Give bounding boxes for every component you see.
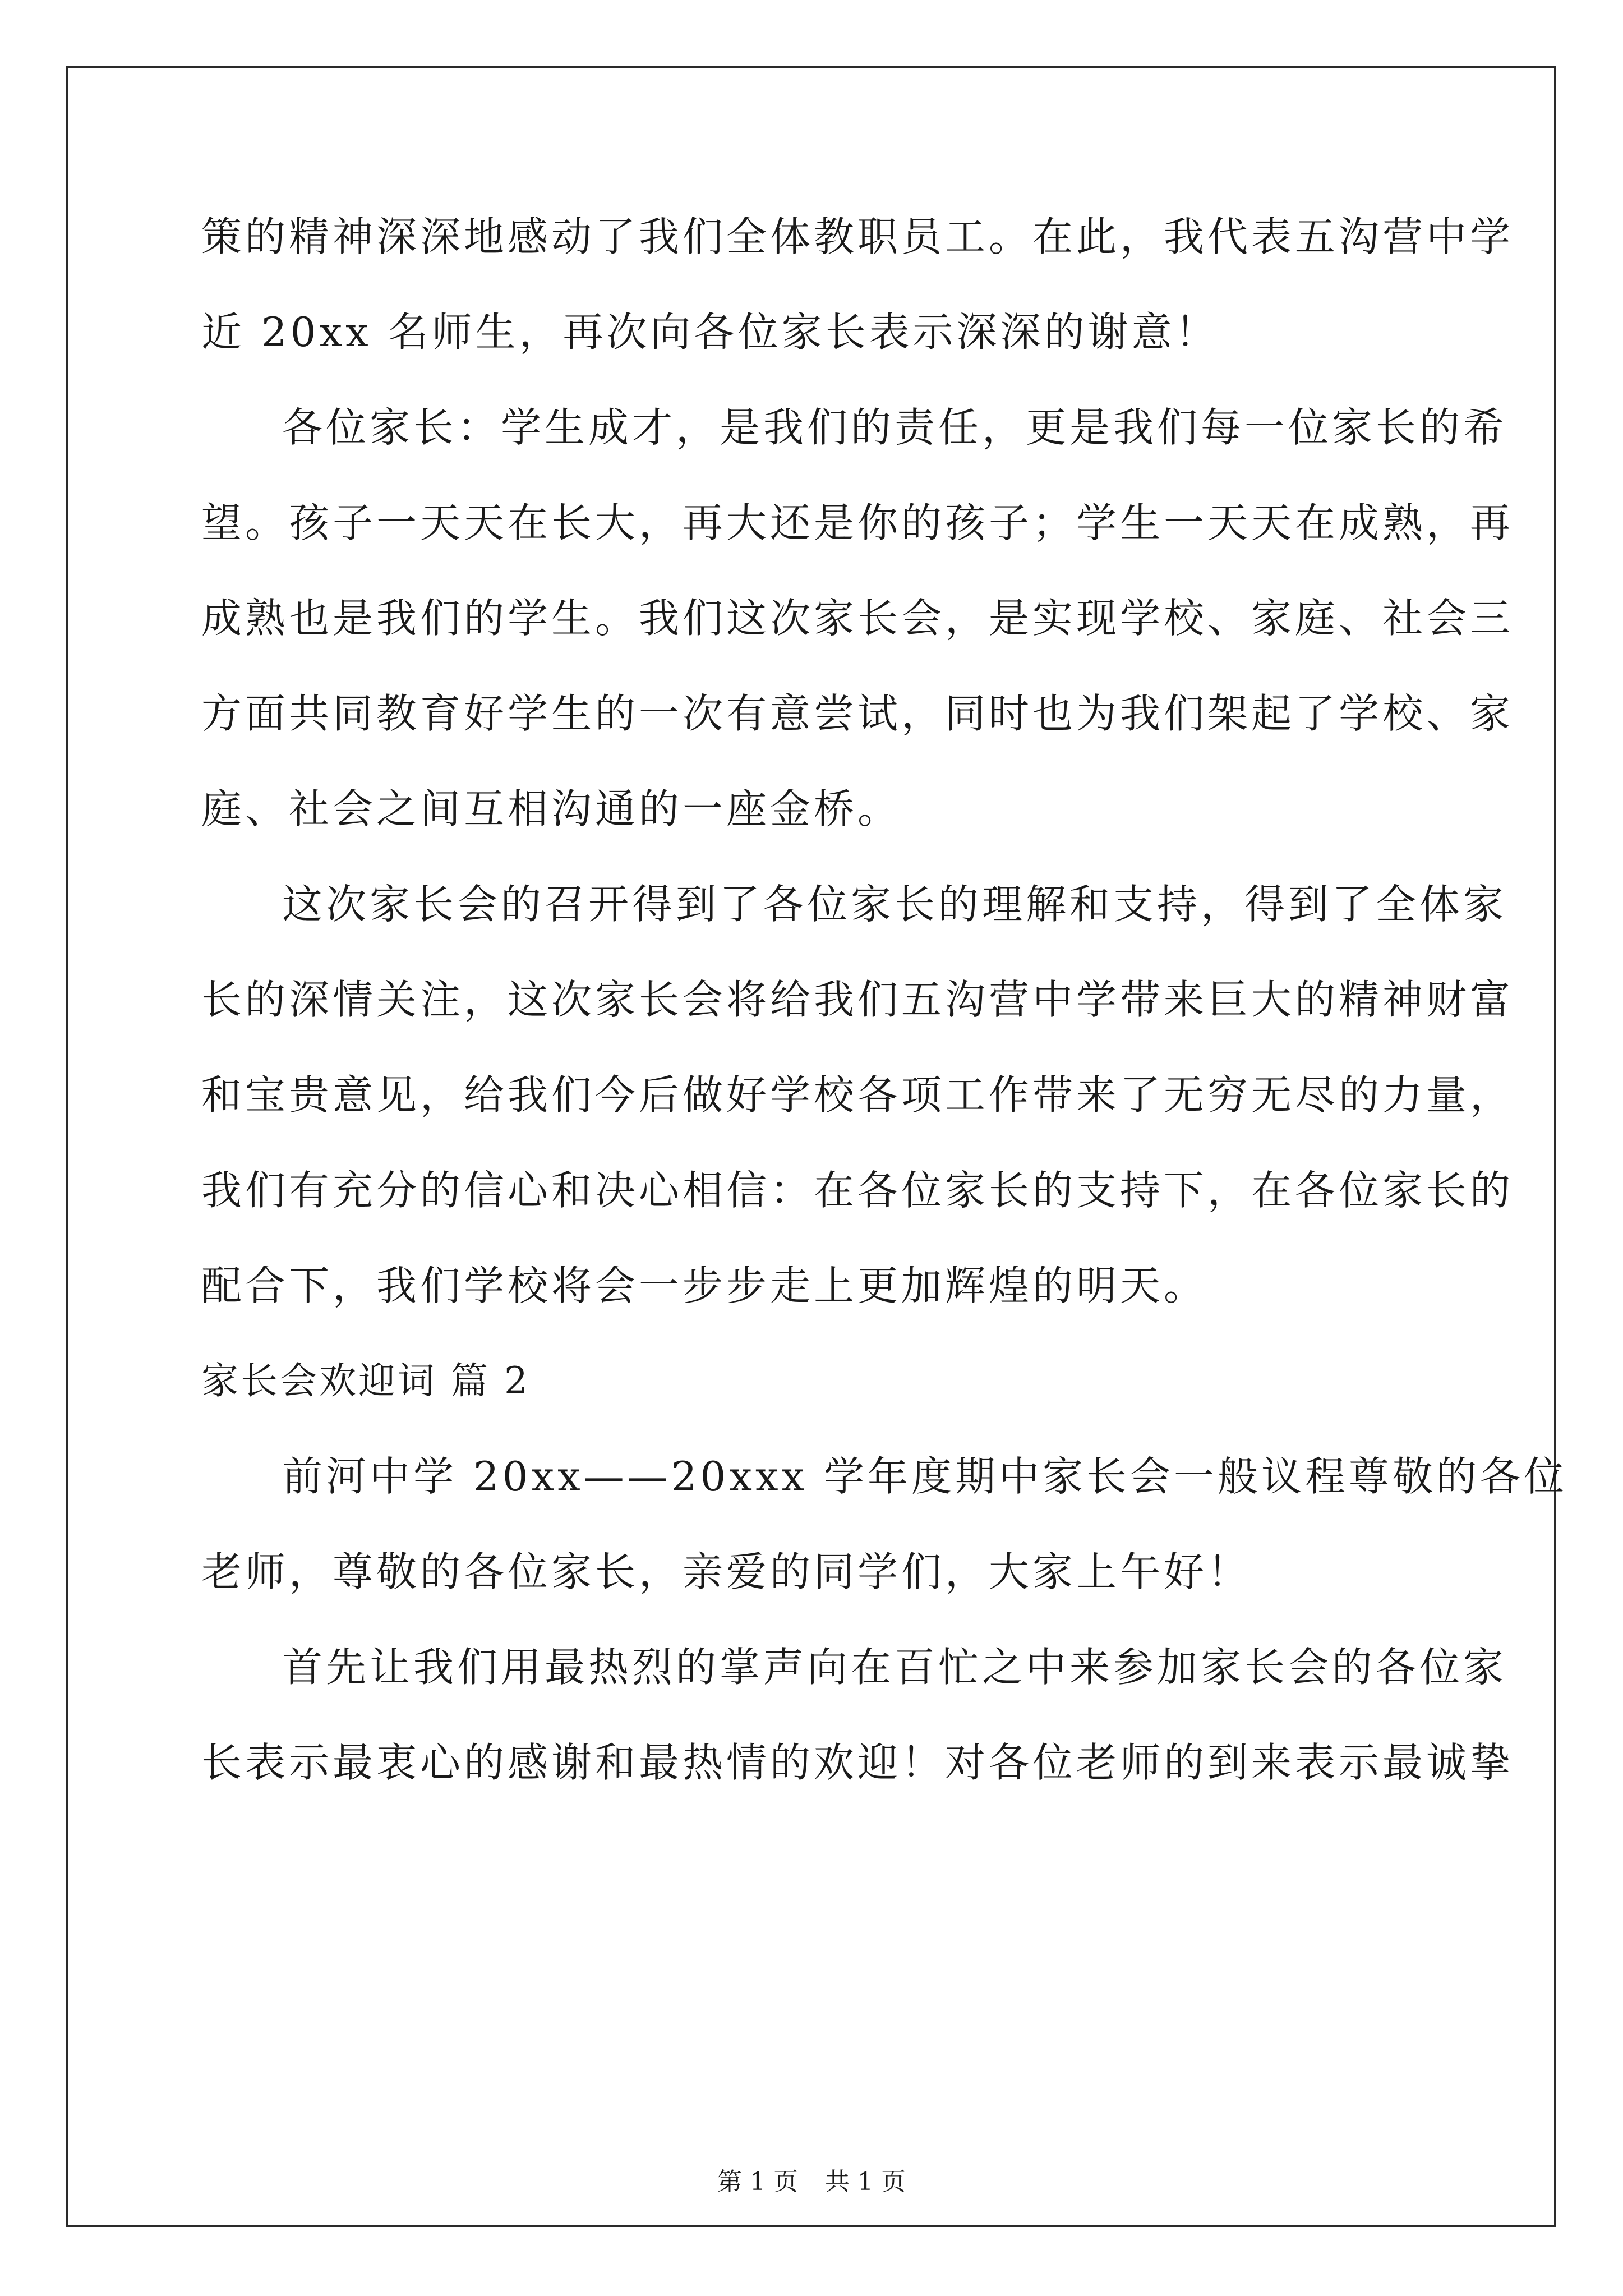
paragraph-start-line: 这次家长会的召开得到了各位家长的理解和支持，得到了全体家 (282, 881, 1507, 928)
paragraph-start-line: 前河中学 20xx——20xxx 学年度期中家长会一般议程尊敬的各位 (282, 1453, 1568, 1500)
text-line: 近 20xx 名师生，再次向各位家长表示深深的谢意！ (201, 309, 1219, 356)
text-line: 望。孩子一天天在长大，再大还是你的孩子；学生一天天在成熟，再 (201, 499, 1514, 546)
text-line: 方面共同教育好学生的一次有意尝试，同时也为我们架起了学校、家 (201, 690, 1514, 737)
text-line: 老师，尊敬的各位家长，亲爱的同学们，大家上午好！ (201, 1548, 1252, 1595)
text-line: 策的精神深深地感动了我们全体教职员工。在此，我代表五沟营中学 (201, 213, 1514, 260)
text-line: 长的深情关注，这次家长会将给我们五沟营中学带来巨大的精神财富 (201, 976, 1514, 1023)
section-heading: 家长会欢迎词 篇 2 (201, 1359, 530, 1402)
text-line: 长表示最衷心的感谢和最热情的欢迎！对各位老师的到来表示最诚挚 (201, 1739, 1514, 1786)
text-line: 和宝贵意见，给我们今后做好学校各项工作带来了无穷无尽的力量， (201, 1071, 1514, 1119)
total-pages: 共 1 页 (825, 2168, 906, 2196)
paragraph-start-line: 各位家长：学生成才，是我们的责任，更是我们每一位家长的希 (282, 404, 1507, 451)
text-line: 庭、社会之间互相沟通的一座金桥。 (201, 785, 902, 832)
paragraph-start-line: 首先让我们用最热烈的掌声向在百忙之中来参加家长会的各位家 (282, 1644, 1507, 1691)
page-number: 第 1 页 (717, 2168, 798, 2196)
text-line: 成熟也是我们的学生。我们这次家长会，是实现学校、家庭、社会三 (201, 595, 1514, 642)
page-border (66, 66, 1556, 2227)
page-footer (0, 2166, 1623, 2198)
text-line: 配合下，我们学校将会一步步走上更加辉煌的明天。 (201, 1262, 1208, 1309)
text-line: 我们有充分的信心和决心相信：在各位家长的支持下，在各位家长的 (201, 1167, 1514, 1214)
